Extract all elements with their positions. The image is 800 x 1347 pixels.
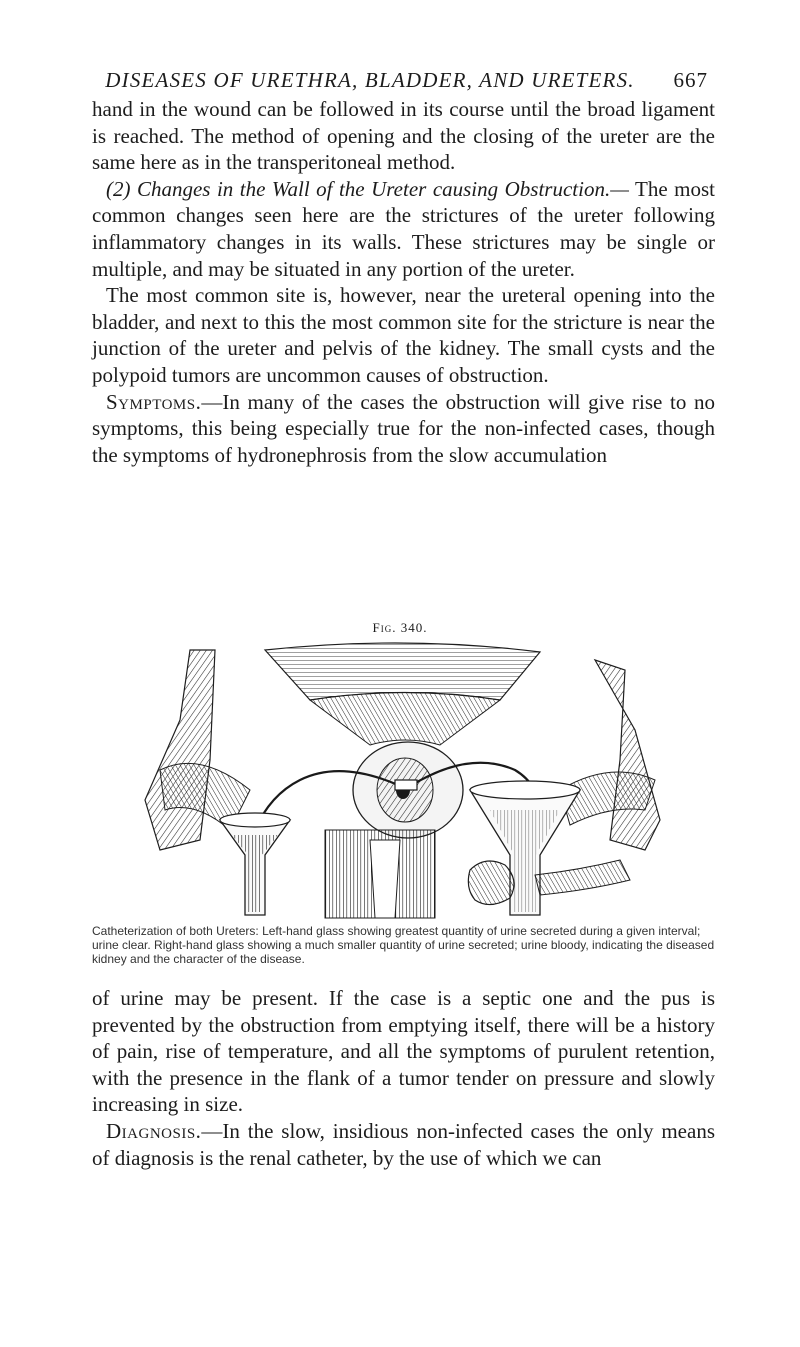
paragraph-changes-in-wall bbox=[92, 176, 715, 282]
hand bbox=[468, 860, 630, 905]
paragraph-urine: of urine may be present. If the case is a septic one and the pus is prevented by the obstruction from emptying itself, there will be a history of pain, rise of temperature, and all the symptoms of purulent retention, with the presence in the flank of a tumor tender on pressure and slowly increasing in size. bbox=[92, 986, 715, 1117]
section-heading-changes: (2) Changes in the Wall of the Ureter causing Obstruction.— bbox=[106, 176, 629, 201]
running-title: DISEASES OF URETHRA, BLADDER, AND URETERS. bbox=[105, 68, 635, 92]
figure-caption: Catheterization of both Ureters: Left-hand glass showing greatest quantity of urine secreted during a given interval; urine clear. Right-hand glass showing a much smaller quantity of urine secreted; urine bloody, indicating the diseased kidney and the character of the disease. bbox=[92, 924, 715, 966]
paragraph-continued: hand in the wound can be followed in its course until the broad ligament is reached. The method of opening and the closing of the ureter are the same here as in the transperitoneal method. bbox=[92, 97, 715, 175]
paragraph-changes-body: The most common changes seen here are the strictures of the ureter following inflammatory changes in its walls. These strictures may be single or multiple, and may be situated in any portion of the ureter. bbox=[92, 176, 715, 281]
paragraph-common-site: The most common site is, however, near the ureteral opening into the bladder, and next to this the most common site for the stricture is near the junction of the ureter and pelvis of the kidney. The small cysts and the polypoid tumors are uncommon causes of obstruction. bbox=[92, 283, 715, 387]
figure-label: Fig. 340. bbox=[372, 620, 428, 635]
symptoms-heading: Symptoms. bbox=[106, 389, 202, 414]
right-leg-drape bbox=[560, 660, 660, 850]
drainage-column bbox=[325, 830, 435, 918]
body-text-top bbox=[92, 96, 715, 468]
left-collecting-glass bbox=[220, 813, 290, 915]
diagnosis-body: —In the slow, insidious non-infected cases the only means of diagnosis is the renal catheter, by the use of which we can bbox=[92, 1118, 715, 1170]
symptoms-body: —In many of the cases the obstruction will give rise to no symptoms, this being especially true for the non-infected cases, though the symptoms of hydronephrosis from the slow accumulation bbox=[92, 389, 715, 467]
diagnosis-heading: Diagnosis. bbox=[106, 1118, 202, 1143]
paragraph-symptoms bbox=[92, 389, 715, 469]
page-number: 667 bbox=[673, 68, 708, 92]
running-head bbox=[92, 68, 708, 98]
body-text-bottom bbox=[92, 985, 715, 1171]
paragraph-diagnosis bbox=[92, 1118, 715, 1171]
figure-illustration bbox=[140, 640, 670, 920]
upper-retractor bbox=[265, 643, 540, 745]
